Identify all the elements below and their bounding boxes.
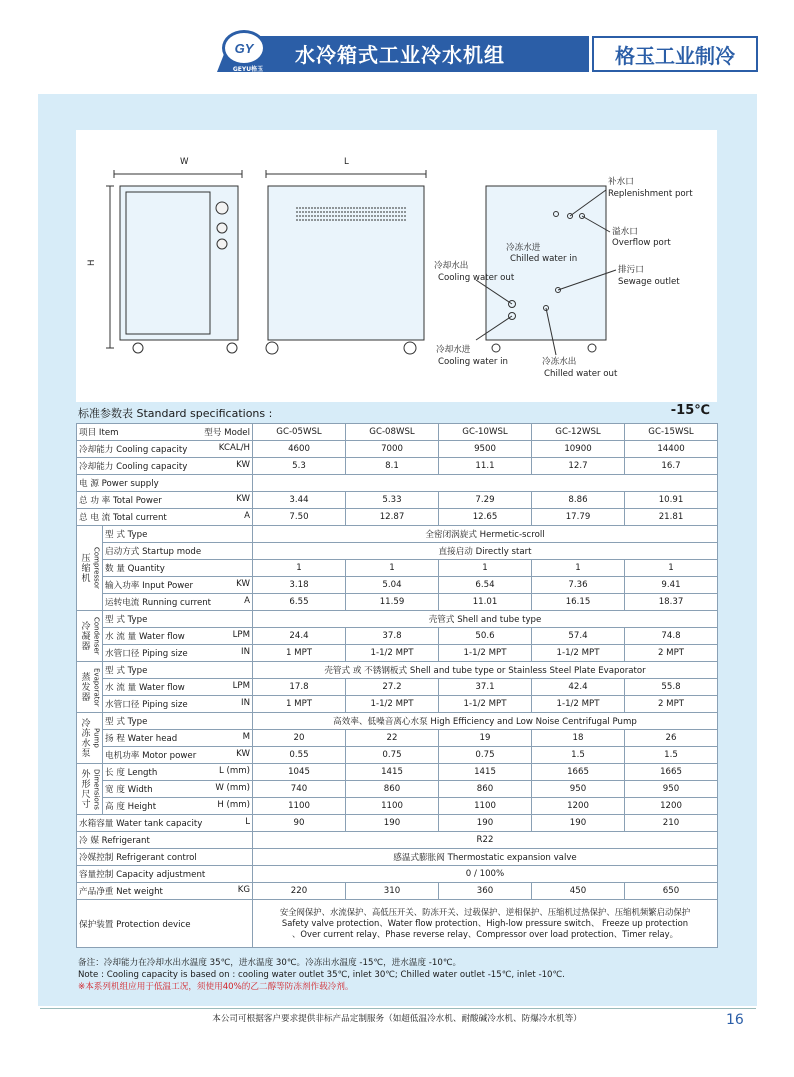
value-cell: 1-1/2 MPT bbox=[439, 645, 532, 662]
table-row bbox=[77, 526, 718, 543]
value-cell: 18 bbox=[532, 730, 625, 747]
value-cell: 1 bbox=[439, 560, 532, 577]
value-cell: 9500 bbox=[439, 441, 532, 458]
protection-line: Safety valve protection、Water flow protection、High-low pressure switch、 Freeze up protection bbox=[281, 918, 689, 928]
table-row bbox=[77, 815, 718, 832]
table-row bbox=[77, 747, 718, 764]
spec-temperature: -15℃ bbox=[670, 403, 710, 418]
value-cell: 310 bbox=[346, 883, 439, 900]
value-cell: 16.7 bbox=[625, 458, 718, 475]
cooling-in-cn: 冷却水进 bbox=[436, 345, 471, 355]
value-cell: 190 bbox=[532, 815, 625, 832]
value-cell: 1415 bbox=[439, 764, 532, 781]
row-label: 型 式 Type bbox=[103, 713, 253, 730]
value-cell: 7.50 bbox=[253, 509, 346, 526]
value-cell: 950 bbox=[532, 781, 625, 798]
label-text: 产品净重 Net weight bbox=[79, 887, 163, 897]
value-cell: 21.81 bbox=[625, 509, 718, 526]
row-label bbox=[103, 645, 253, 662]
model-cell: GC-15WSL bbox=[625, 424, 718, 441]
value-cell: 20 bbox=[253, 730, 346, 747]
unit-text: LPM bbox=[232, 630, 250, 640]
note-line: 备注：冷却能力在冷却水出水温度 35℃，进水温度 30℃。冷冻出水温度 -15℃，进水温度 -10℃。 bbox=[78, 958, 462, 968]
value-cell: 1 bbox=[346, 560, 439, 577]
label-text: 水管口径 Piping size bbox=[105, 649, 188, 659]
value-cell: 27.2 bbox=[346, 679, 439, 696]
model-cell: GC-10WSL bbox=[439, 424, 532, 441]
row-label: 型 式 Type bbox=[103, 611, 253, 628]
table-row bbox=[77, 577, 718, 594]
table-row bbox=[77, 713, 718, 730]
value-cell: 17.8 bbox=[253, 679, 346, 696]
chilled-in-en: Chilled water in bbox=[510, 254, 578, 264]
value-cell: 8.86 bbox=[532, 492, 625, 509]
spec-heading: 标准参数表 Standard specifications : bbox=[78, 407, 273, 420]
unit-text: KW bbox=[236, 579, 250, 589]
unit-text: LPM bbox=[232, 681, 250, 691]
label-text: 扬 程 Water head bbox=[105, 734, 178, 744]
table-row bbox=[77, 679, 718, 696]
model-cell: GC-08WSL bbox=[346, 424, 439, 441]
label-text: 总 电 流 Total current bbox=[79, 513, 167, 523]
logo-text: GY bbox=[234, 40, 254, 56]
value-cell: 190 bbox=[346, 815, 439, 832]
value-cell: 7000 bbox=[346, 441, 439, 458]
row-label bbox=[103, 730, 253, 747]
page-title: 水冷箱式工业冷水机组 bbox=[295, 43, 505, 67]
row-label bbox=[103, 764, 253, 781]
value-cell: 5.3 bbox=[253, 458, 346, 475]
row-label: 冷 媒 Refrigerant bbox=[77, 832, 253, 849]
table-row bbox=[77, 764, 718, 781]
group-en: Pump bbox=[92, 728, 101, 748]
table-row bbox=[77, 866, 718, 883]
model-cell: GC-05WSL bbox=[253, 424, 346, 441]
chilled-in-cn: 冷冻水进 bbox=[506, 243, 541, 253]
label-text: 水管口径 Piping size bbox=[105, 700, 188, 710]
row-label: 数 量 Quantity bbox=[103, 560, 253, 577]
back-view bbox=[476, 186, 616, 355]
value-cell: 11.01 bbox=[439, 594, 532, 611]
front-view bbox=[106, 170, 242, 353]
table-row bbox=[77, 849, 718, 866]
unit-text: H (mm) bbox=[217, 800, 250, 810]
value-cell: 18.37 bbox=[625, 594, 718, 611]
page-header bbox=[0, 28, 794, 76]
note-line: Note : Cooling capacity is based on : cooling water outlet 35℃, inlet 30℃; Chilled water outlet -15℃, inlet -10℃. bbox=[78, 970, 565, 980]
row-label bbox=[103, 696, 253, 713]
row-label bbox=[77, 815, 253, 832]
unit-text: M bbox=[242, 732, 250, 742]
table-row bbox=[77, 696, 718, 713]
value-cell: 50.6 bbox=[439, 628, 532, 645]
unit-text: L bbox=[245, 817, 250, 827]
row-label: 启动方式 Startup mode bbox=[103, 543, 253, 560]
table-row bbox=[77, 492, 718, 509]
brand-box: 格玉工业制冷 bbox=[592, 36, 758, 72]
value-cell: 1665 bbox=[625, 764, 718, 781]
table-row bbox=[77, 543, 718, 560]
value-cell: 3.18 bbox=[253, 577, 346, 594]
dim-w-label: W bbox=[180, 157, 189, 167]
value-cell: 壳管式 或 不锈钢板式 Shell and tube type or Stainless Steel Plate Evaporator bbox=[253, 662, 718, 679]
replenish-en: Replenishment port bbox=[608, 189, 693, 199]
table-row bbox=[77, 662, 718, 679]
unit-text: KW bbox=[236, 494, 250, 504]
cooling-out-en: Cooling water out bbox=[438, 273, 515, 283]
sewage-en: Sewage outlet bbox=[618, 277, 680, 287]
value-cell: 直接启动 Directly start bbox=[253, 543, 718, 560]
value-cell bbox=[253, 475, 718, 492]
value-cell: 740 bbox=[253, 781, 346, 798]
group-en: Condenser bbox=[92, 617, 101, 655]
value-cell: 全密闭涡旋式 Hermetic-scroll bbox=[253, 526, 718, 543]
value-cell: 壳管式 Shell and tube type bbox=[253, 611, 718, 628]
value-cell: 1-1/2 MPT bbox=[346, 696, 439, 713]
label-text: 运转电流 Running current bbox=[105, 598, 212, 608]
value-cell: 1-1/2 MPT bbox=[532, 696, 625, 713]
logo-subtext: GEYU格玉 bbox=[232, 66, 264, 73]
value-cell: 1 bbox=[625, 560, 718, 577]
value-cell: 12.87 bbox=[346, 509, 439, 526]
label-text: 高 度 Height bbox=[105, 802, 157, 812]
page-number: 16 bbox=[726, 1012, 744, 1028]
group-cn: 蒸发器 bbox=[79, 672, 90, 702]
table-row bbox=[77, 441, 718, 458]
value-cell: 17.79 bbox=[532, 509, 625, 526]
value-cell: 24.4 bbox=[253, 628, 346, 645]
row-label bbox=[103, 747, 253, 764]
row-label bbox=[103, 577, 253, 594]
unit-text: IN bbox=[241, 698, 250, 708]
value-cell: 10900 bbox=[532, 441, 625, 458]
table-row bbox=[77, 798, 718, 815]
row-label bbox=[103, 628, 253, 645]
spec-table bbox=[76, 423, 718, 948]
value-cell: 1045 bbox=[253, 764, 346, 781]
value-cell: 1665 bbox=[532, 764, 625, 781]
row-label bbox=[103, 679, 253, 696]
table-row bbox=[77, 832, 718, 849]
table-row bbox=[77, 424, 718, 441]
group-cn: 冷冻水泵 bbox=[79, 718, 90, 758]
group-condenser bbox=[77, 611, 103, 662]
value-cell: 1100 bbox=[253, 798, 346, 815]
table-row bbox=[77, 645, 718, 662]
cooling-out-cn: 冷却水出 bbox=[434, 261, 469, 271]
value-cell: 7.36 bbox=[532, 577, 625, 594]
unit-text: A bbox=[244, 511, 250, 521]
value-cell: 1200 bbox=[625, 798, 718, 815]
unit-text: KW bbox=[236, 749, 250, 759]
warning-note: ※本系列机组应用于低温工况，须使用40%的乙二醇等防冻剂作载冷剂。 bbox=[78, 982, 354, 992]
value-cell: 26 bbox=[625, 730, 718, 747]
side-view bbox=[266, 170, 426, 354]
row-label: 电 源 Power supply bbox=[77, 475, 253, 492]
group-pump bbox=[77, 713, 103, 764]
value-cell: 210 bbox=[625, 815, 718, 832]
value-cell: 1 MPT bbox=[253, 645, 346, 662]
value-cell: 190 bbox=[439, 815, 532, 832]
row-label bbox=[103, 798, 253, 815]
value-cell: 9.41 bbox=[625, 577, 718, 594]
value-cell: 12.7 bbox=[532, 458, 625, 475]
group-cn: 外形尺寸 bbox=[79, 768, 90, 809]
value-cell: 0.55 bbox=[253, 747, 346, 764]
value-cell: 1200 bbox=[532, 798, 625, 815]
row-label bbox=[103, 594, 253, 611]
table-row bbox=[77, 594, 718, 611]
group-cn: 压缩机 bbox=[79, 552, 90, 583]
unit-text: KW bbox=[236, 460, 250, 470]
table-row bbox=[77, 781, 718, 798]
value-cell: 0 / 100% bbox=[253, 866, 718, 883]
unit-text: KCAL/H bbox=[218, 443, 250, 453]
row-label bbox=[77, 509, 253, 526]
row-label: 型 式 Type bbox=[103, 526, 253, 543]
label-text: 冷却能力 Cooling capacity bbox=[79, 462, 188, 472]
value-cell: 5.04 bbox=[346, 577, 439, 594]
label-text: 水 流 量 Water flow bbox=[105, 632, 185, 642]
group-cn: 冷凝器 bbox=[79, 621, 90, 651]
value-cell: 2 MPT bbox=[625, 696, 718, 713]
sewage-cn: 排污口 bbox=[618, 265, 644, 275]
value-cell: 14400 bbox=[625, 441, 718, 458]
table-row bbox=[77, 900, 718, 948]
group-en: Evaporator bbox=[92, 667, 101, 707]
footer-divider bbox=[40, 1008, 756, 1009]
value-cell: 1-1/2 MPT bbox=[346, 645, 439, 662]
footer-text: 本公司可根据客户要求提供非标产品定制服务（如超低温冷水机、耐酸碱冷水机、防爆冷水机等） bbox=[212, 1014, 582, 1024]
group-compressor bbox=[77, 526, 103, 611]
label-text: 总 功 率 Total Power bbox=[79, 496, 162, 506]
value-cell: 8.1 bbox=[346, 458, 439, 475]
cooling-in-en: Cooling water in bbox=[438, 357, 508, 367]
protection-line: 安全阀保护、水流保护、高低压开关、防冻开关、过载保护、逆相保护、压缩机过热保护、压缩机频繁启动保护 bbox=[279, 907, 691, 917]
value-cell: 11.59 bbox=[346, 594, 439, 611]
value-cell: 55.8 bbox=[625, 679, 718, 696]
unit-text: KG bbox=[237, 885, 250, 895]
dim-h-label: H bbox=[87, 259, 97, 266]
value-cell: 860 bbox=[439, 781, 532, 798]
row-label: 冷媒控制 Refrigerant control bbox=[77, 849, 253, 866]
value-cell: 0.75 bbox=[439, 747, 532, 764]
value-cell: 1100 bbox=[439, 798, 532, 815]
value-cell: 3.44 bbox=[253, 492, 346, 509]
value-cell: 450 bbox=[532, 883, 625, 900]
diagram-svg bbox=[76, 130, 717, 402]
protection-cell bbox=[253, 900, 718, 948]
table-row bbox=[77, 475, 718, 492]
notes bbox=[78, 957, 565, 993]
item-label: 项目 Item bbox=[79, 428, 119, 438]
unit-text: W (mm) bbox=[215, 783, 250, 793]
value-cell: 19 bbox=[439, 730, 532, 747]
group-dimensions bbox=[77, 764, 103, 815]
label-text: 宽 度 Width bbox=[105, 785, 153, 795]
chilled-out-cn: 冷冻水出 bbox=[542, 357, 577, 367]
value-cell: 11.1 bbox=[439, 458, 532, 475]
value-cell: 感温式膨胀阀 Thermostatic expansion valve bbox=[253, 849, 718, 866]
value-cell: 6.55 bbox=[253, 594, 346, 611]
row-label: 型 式 Type bbox=[103, 662, 253, 679]
table-row bbox=[77, 628, 718, 645]
logo bbox=[222, 30, 266, 66]
value-cell: 220 bbox=[253, 883, 346, 900]
model-header-cell bbox=[77, 424, 253, 441]
table-row bbox=[77, 611, 718, 628]
value-cell: 360 bbox=[439, 883, 532, 900]
table-row bbox=[77, 509, 718, 526]
value-cell: 10.91 bbox=[625, 492, 718, 509]
table-row bbox=[77, 458, 718, 475]
group-en: Dimensions bbox=[92, 768, 101, 810]
value-cell: 1 bbox=[532, 560, 625, 577]
value-cell: 650 bbox=[625, 883, 718, 900]
row-label: 保护装置 Protection device bbox=[77, 900, 253, 948]
unit-text: A bbox=[244, 596, 250, 606]
value-cell: 950 bbox=[625, 781, 718, 798]
row-label bbox=[77, 458, 253, 475]
value-cell: 高效率、低噪音离心水泵 High Efficiency and Low Noise Centrifugal Pump bbox=[253, 713, 718, 730]
dimension-diagram bbox=[76, 130, 717, 402]
value-cell: R22 bbox=[253, 832, 718, 849]
value-cell: 1.5 bbox=[625, 747, 718, 764]
table-row bbox=[77, 883, 718, 900]
table-row bbox=[77, 560, 718, 577]
value-cell: 37.1 bbox=[439, 679, 532, 696]
label-text: 冷却能力 Cooling capacity bbox=[79, 445, 188, 455]
value-cell: 42.4 bbox=[532, 679, 625, 696]
value-cell: 6.54 bbox=[439, 577, 532, 594]
replenish-cn: 补水口 bbox=[608, 177, 634, 187]
value-cell: 1-1/2 MPT bbox=[532, 645, 625, 662]
label-text: 水箱容量 Water tank capacity bbox=[79, 819, 203, 829]
label-text: 电机功率 Motor power bbox=[105, 751, 197, 761]
value-cell: 5.33 bbox=[346, 492, 439, 509]
value-cell: 1 bbox=[253, 560, 346, 577]
unit-text: L (mm) bbox=[219, 766, 250, 776]
row-label: 容量控制 Capacity adjustment bbox=[77, 866, 253, 883]
dim-l-label: L bbox=[344, 157, 349, 167]
label-text: 输入功率 Input Power bbox=[105, 581, 194, 591]
value-cell: 7.29 bbox=[439, 492, 532, 509]
value-cell: 16.15 bbox=[532, 594, 625, 611]
value-cell: 1.5 bbox=[532, 747, 625, 764]
value-cell: 1 MPT bbox=[253, 696, 346, 713]
value-cell: 1100 bbox=[346, 798, 439, 815]
value-cell: 37.8 bbox=[346, 628, 439, 645]
table-row bbox=[77, 730, 718, 747]
label-text: 水 流 量 Water flow bbox=[105, 683, 185, 693]
group-en: Compressor bbox=[92, 547, 101, 589]
row-label bbox=[77, 883, 253, 900]
row-label bbox=[103, 781, 253, 798]
row-label bbox=[77, 441, 253, 458]
value-cell: 74.8 bbox=[625, 628, 718, 645]
row-label bbox=[77, 492, 253, 509]
value-cell: 1-1/2 MPT bbox=[439, 696, 532, 713]
value-cell: 860 bbox=[346, 781, 439, 798]
model-label: 型号 Model bbox=[204, 428, 250, 438]
chilled-out-en: Chilled water out bbox=[544, 369, 618, 379]
model-cell: GC-12WSL bbox=[532, 424, 625, 441]
value-cell: 0.75 bbox=[346, 747, 439, 764]
group-evaporator bbox=[77, 662, 103, 713]
value-cell: 2 MPT bbox=[625, 645, 718, 662]
overflow-cn: 溢水口 bbox=[612, 227, 638, 237]
value-cell: 22 bbox=[346, 730, 439, 747]
protection-line: 、Over current relay、Phase reverse relay、Compressor over load protection、Timer relay。 bbox=[292, 929, 678, 939]
label-text: 长 度 Length bbox=[105, 768, 158, 778]
value-cell: 4600 bbox=[253, 441, 346, 458]
value-cell: 12.65 bbox=[439, 509, 532, 526]
unit-text: IN bbox=[241, 647, 250, 657]
value-cell: 1415 bbox=[346, 764, 439, 781]
value-cell: 90 bbox=[253, 815, 346, 832]
overflow-en: Overflow port bbox=[612, 238, 671, 248]
value-cell: 57.4 bbox=[532, 628, 625, 645]
